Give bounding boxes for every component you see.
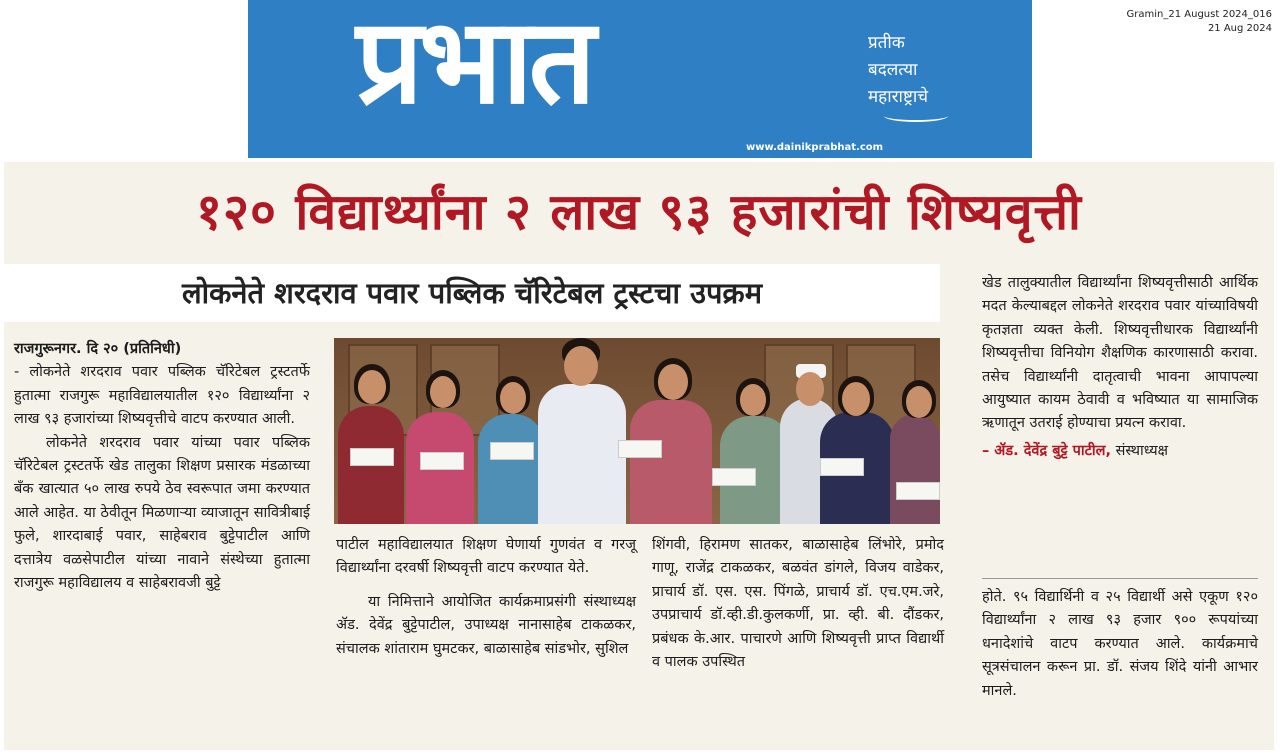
quote-text: खेड तालुक्यातील विद्यार्थ्यांना शिष्यवृत्तीसाठी आर्थिक मदत केल्याबद्दल लोकनेते शरदराव पवार यांच्याविषयी कृतज्ञता व्यक्त केली. शिष्यवृत्तीधारक विद्यार्थ्यांनी शिष्यवृत्तीचा विनियोग शैक्षणिक कारणासाठी करावा. तसेच विद्यार्थ्यांनी दातृत्वाची भावना आपापल्या आयुष्यात कायम ठेवावी व भविष्यात या सामाजिक ऋणातून उतराई होण्याचा प्रयत्न करावा. — [982, 275, 1258, 432]
student-face — [842, 382, 870, 416]
cheque — [618, 440, 662, 458]
article-column-3 — [652, 534, 944, 674]
tagline-swoosh-icon — [884, 110, 948, 122]
edition-label: Gramin_21 August 2024_016 — [1126, 9, 1272, 20]
official-face — [796, 372, 824, 406]
tagline-line-1: प्रतीक — [868, 33, 905, 53]
cheque — [350, 448, 394, 466]
student-face — [740, 384, 766, 416]
student-face — [358, 370, 386, 404]
article-headline: १२० विद्यार्थ्यांना २ लाख ९३ हजारांची शिष्यवृत्ती — [195, 183, 1083, 241]
student-photo-figure — [890, 414, 940, 524]
dateline: राजगुरूनगर. दि २० (प्रतिनिधी) — [14, 341, 182, 357]
article-subhead: लोकनेते शरदराव पवार पब्लिक चॅरिटेबल ट्रस्टचा उपक्रम — [4, 264, 940, 322]
paragraph-4: या निमित्ताने आयोजित कार्यक्रमाप्रसंगी संस्थाध्यक्ष ॲड. देवेंद्र बुट्टेपाटील, उपाध्यक्ष नानासाहेब टाकळकर, संचालक शांताराम घुमटकर, बाळासाहेब सांडभोर, सुशिल — [336, 593, 636, 657]
cheque — [820, 458, 864, 476]
paragraph-2: लोकनेते शरदराव पवार यांच्या पवार पब्लिक चॅरिटेबल ट्रस्टतर्फे खेड तालुका शिक्षण प्रसारक मंडळाच्या बँक खात्यात ५० लाख रुपये ठेव स्वरूपात जमा करण्यात आले आहेत. या ठेवीतून मिळणाऱ्या व्याजातून सावित्रीबाई फुले, शारदाबाई पवार, साहेबराव बुट्टेपाटील आणि दत्तात्रेय वळसेपाटील यांच्या नावाने संस्थेच्या हुतात्मा राजगुरू महाविद्यालय व साहेबरावजी बुट्टे — [14, 434, 310, 592]
column-divider — [982, 578, 1258, 579]
student-face — [906, 386, 932, 418]
tagline-line-3: महाराष्ट्राचे — [868, 87, 929, 107]
newspaper-logo: प्रभात — [356, 0, 592, 130]
masthead — [248, 0, 1032, 158]
pull-quote — [982, 272, 1258, 463]
article-column-1 — [14, 338, 310, 595]
cheque — [490, 442, 534, 460]
paragraph-3: पाटील महाविद्यालयात शिक्षण घेणार्या गुणवंत व गरजू विद्यार्थ्यांना दरवर्षी शिष्यवृत्ती वाटप करण्यात येते. — [336, 537, 636, 577]
tagline-line-2: बदलत्या — [868, 60, 918, 80]
cheque — [420, 452, 464, 470]
edition-info — [1127, 8, 1272, 36]
student-face — [658, 364, 688, 400]
official-photo-figure — [538, 384, 626, 524]
article-column-2 — [336, 534, 636, 661]
quote-author: – ॲड. देवेंद्र बुट्टे पाटील, — [982, 442, 1112, 459]
student-face — [500, 382, 526, 414]
edition-date: 21 Aug 2024 — [1207, 23, 1272, 34]
website-link[interactable]: www.dainikprabhat.com — [746, 142, 884, 153]
paragraph-5: शिंगवी, हिरामण सातकर, बाळासाहेब लिंभोरे, प्रमोद गाणू, राजेंद्र टाकळकर, बळवंत डांगले, विजय वाडेकर, प्राचार्य डॉ. एस. एस. पिंगळे, प्राचार्य डॉ. एच.एम.जरे, उपप्राचार्य डॉ.व्ही.डी.कुलकर्णी, प्रा. व्ही. बी. दौंडकर, प्रबंधक के.आर. पाचारणे आणि शिष्यवृत्ती प्राप्त विद्यार्थी व पालक उपस्थित — [652, 537, 944, 671]
student-face — [430, 376, 456, 408]
masthead-tagline — [868, 30, 928, 111]
quote-byline — [982, 440, 1258, 463]
quote-role: संस्थाध्यक्ष — [1115, 442, 1169, 459]
paragraph-1: - लोकनेते शरदराव पवार पब्लिक चॅरिटेबल ट्रस्टतर्फे हुतात्मा राजगुरू महाविद्यालयातील १२० विद्यार्थ्यांना २ लाख ९३ हजारांच्या शिष्यवृत्तीचे वाटप करण्यात आली. — [14, 364, 310, 428]
group-photo — [334, 338, 940, 524]
student-photo-figure — [478, 414, 544, 524]
cheque — [712, 468, 756, 486]
article-column-4 — [982, 586, 1258, 703]
student-photo-figure — [630, 400, 712, 524]
cheque — [896, 482, 940, 500]
paragraph-6: होते. ९५ विद्यार्थिनी व २५ विद्यार्थी असे एकूण १२० विद्यार्थ्यांना २ लाख ९३ हजार ९०० रूपयांच्या धनादेशांचे वाटप करण्यात आले. कार्यक्रमाचे सूत्रसंचालन करून प्रा. डॉ. संजय शिंदे यांनी आभार मानले. — [982, 589, 1258, 699]
official-face — [564, 346, 598, 386]
